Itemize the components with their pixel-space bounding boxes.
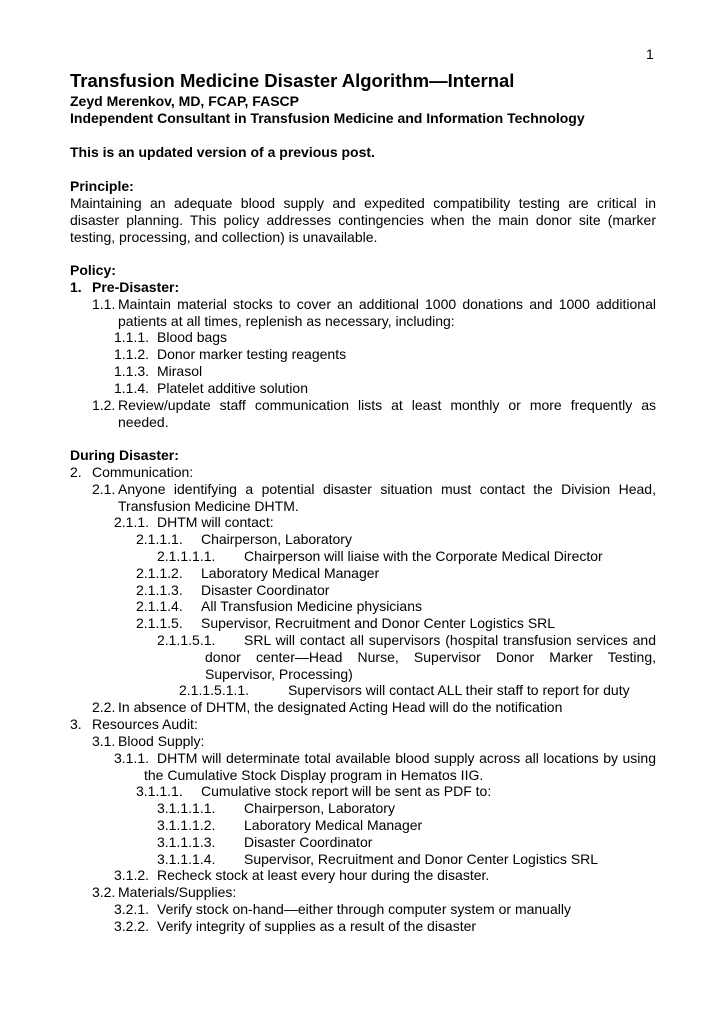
update-note: This is an updated version of a previous post.	[70, 144, 375, 160]
item-text: Laboratory Medical Manager	[244, 817, 423, 833]
section-label: Resources Audit:	[92, 716, 198, 732]
item-text: Materials/Supplies:	[118, 884, 237, 900]
item-number: 1.1.1.	[114, 329, 150, 345]
item-text: Blood bags	[157, 329, 228, 345]
item-number: 3.1.1.1.1.	[157, 800, 216, 816]
item-number: 2.1.1.4.	[136, 598, 183, 614]
item-text: Disaster Coordinator	[244, 834, 373, 850]
item-3-1	[92, 733, 656, 750]
item-3-1-1-1-4	[157, 851, 656, 868]
item-number: 2.1.1.3.	[136, 582, 183, 598]
item-text: DHTM will determinate total available blood supply across all locations by using the Cumulative Stock Display program in Hematos IIG.	[144, 750, 656, 783]
item-number: 3.2.	[92, 884, 116, 900]
item-number: 1.1.2.	[114, 346, 150, 362]
item-2-1-1-3	[136, 582, 656, 599]
item-2-1-1-5-1-1	[179, 682, 656, 699]
item-text: Anyone identifying a potential disaster situation must contact the Division Head, Transfusion Medicine DHTM.	[118, 481, 656, 514]
section-number: 1.	[70, 279, 82, 295]
item-3-1-1-1	[136, 783, 656, 800]
item-text: Platelet additive solution	[157, 380, 308, 396]
author-line: Zeyd Merenkov, MD, FCAP, FASCP	[70, 93, 299, 109]
item-3-1-2	[114, 867, 656, 884]
policy-heading: Policy:	[70, 262, 116, 278]
item-3-2-2	[114, 918, 656, 935]
item-2-1-1	[114, 514, 656, 531]
item-3-1-1-1-3	[157, 834, 656, 851]
item-number: 3.2.2.	[114, 918, 150, 934]
item-text: Verify integrity of supplies as a result of the disaster	[157, 918, 477, 934]
item-3-1-1	[114, 750, 656, 784]
affiliation-line: Independent Consultant in Transfusion Medicine and Information Technology	[70, 110, 585, 126]
item-number: 3.1.1.1.3.	[157, 834, 216, 850]
item-number: 2.2.	[92, 699, 116, 715]
item-number: 3.1.2.	[114, 867, 150, 883]
item-number: 2.1.1.2.	[136, 565, 183, 581]
item-3-1-1-1-2	[157, 817, 656, 834]
item-number: 3.1.	[92, 733, 116, 749]
item-number: 2.1.1.5.	[136, 615, 183, 631]
item-number: 1.1.	[92, 296, 116, 312]
item-text: All Transfusion Medicine physicians	[201, 598, 422, 614]
section-label: Pre-Disaster:	[92, 279, 180, 295]
principle-heading: Principle:	[70, 178, 134, 194]
item-number: 1.1.4.	[114, 380, 150, 396]
item-number: 2.1.1.5.1.1.	[179, 682, 250, 698]
item-text: Maintain material stocks to cover an additional 1000 donations and 1000 additional patients at all times, replenish as necessary, including:	[118, 296, 656, 329]
item-text: Mirasol	[157, 363, 203, 379]
section-number: 3.	[70, 716, 82, 732]
item-text: Supervisors will contact ALL their staff to report for duty	[288, 682, 630, 698]
item-text: Verify stock on-hand—either through computer system or manually	[157, 901, 571, 917]
item-1-1-1	[114, 329, 656, 346]
item-text: SRL will contact all supervisors (hospital transfusion services and donor center—Head Nurse, Supervisor Donor Marker Testing, Supervisor, Processing)	[205, 632, 656, 682]
item-1-1	[92, 296, 656, 330]
item-text: Chairperson, Laboratory	[201, 531, 352, 547]
section-label: Communication:	[92, 464, 194, 480]
item-2-1-1-2	[136, 565, 656, 582]
item-text: Supervisor, Recruitment and Donor Center Logistics SRL	[244, 851, 599, 867]
item-number: 2.1.1.1.1.	[157, 548, 216, 564]
item-1-1-3	[114, 363, 656, 380]
section-number: 2.	[70, 464, 82, 480]
item-number: 3.1.1.	[114, 750, 150, 766]
item-text: Laboratory Medical Manager	[201, 565, 380, 581]
item-3-2	[92, 884, 656, 901]
item-number: 2.1.	[92, 481, 116, 497]
item-number: 1.1.3.	[114, 363, 150, 379]
during-disaster-heading: During Disaster:	[70, 447, 179, 463]
item-number: 2.1.1.	[114, 514, 150, 530]
item-text: Blood Supply:	[118, 733, 205, 749]
item-2-1-1-1-1	[157, 548, 656, 565]
item-text: Donor marker testing reagents	[157, 346, 347, 362]
item-2-2	[92, 699, 656, 716]
page-number: 1	[646, 46, 654, 62]
item-text: Supervisor, Recruitment and Donor Center Logistics SRL	[201, 615, 556, 631]
item-number: 1.2.	[92, 397, 116, 413]
item-2-1	[92, 481, 656, 515]
item-number: 2.1.1.5.1.	[157, 632, 216, 648]
section-2	[70, 464, 656, 481]
item-text: DHTM will contact:	[157, 514, 274, 530]
item-2-1-1-1	[136, 531, 656, 548]
item-text: Chairperson will liaise with the Corporate Medical Director	[244, 548, 603, 564]
item-1-1-4	[114, 380, 656, 397]
document-title: Transfusion Medicine Disaster Algorithm—Internal	[70, 70, 515, 91]
item-number: 2.1.1.1.	[136, 531, 183, 547]
item-2-1-1-5-1	[157, 632, 656, 682]
item-2-1-1-4	[136, 598, 656, 615]
item-1-1-2	[114, 346, 656, 363]
item-number: 3.1.1.1.2.	[157, 817, 216, 833]
item-3-2-1	[114, 901, 656, 918]
item-1-2	[92, 397, 656, 431]
item-number: 3.2.1.	[114, 901, 150, 917]
item-text: In absence of DHTM, the designated Acting Head will do the notification	[118, 699, 563, 715]
item-number: 3.1.1.1.4.	[157, 851, 216, 867]
item-text: Review/update staff communication lists at least monthly or more frequently as needed.	[118, 397, 656, 430]
item-text: Disaster Coordinator	[201, 582, 330, 598]
item-text: Chairperson, Laboratory	[244, 800, 395, 816]
item-text: Cumulative stock report will be sent as PDF to:	[201, 783, 492, 799]
item-text: Recheck stock at least every hour during the disaster.	[157, 867, 490, 883]
section-1	[70, 279, 656, 296]
item-3-1-1-1-1	[157, 800, 656, 817]
section-3	[70, 716, 656, 733]
item-2-1-1-5	[136, 615, 656, 632]
item-number: 3.1.1.1.	[136, 783, 183, 799]
principle-text: Maintaining an adequate blood supply and expedited compatibility testing are critical in disaster planning. This policy addresses contingencies when the main donor site (marker testing, processing, and collection) is unavailable.	[70, 195, 656, 245]
